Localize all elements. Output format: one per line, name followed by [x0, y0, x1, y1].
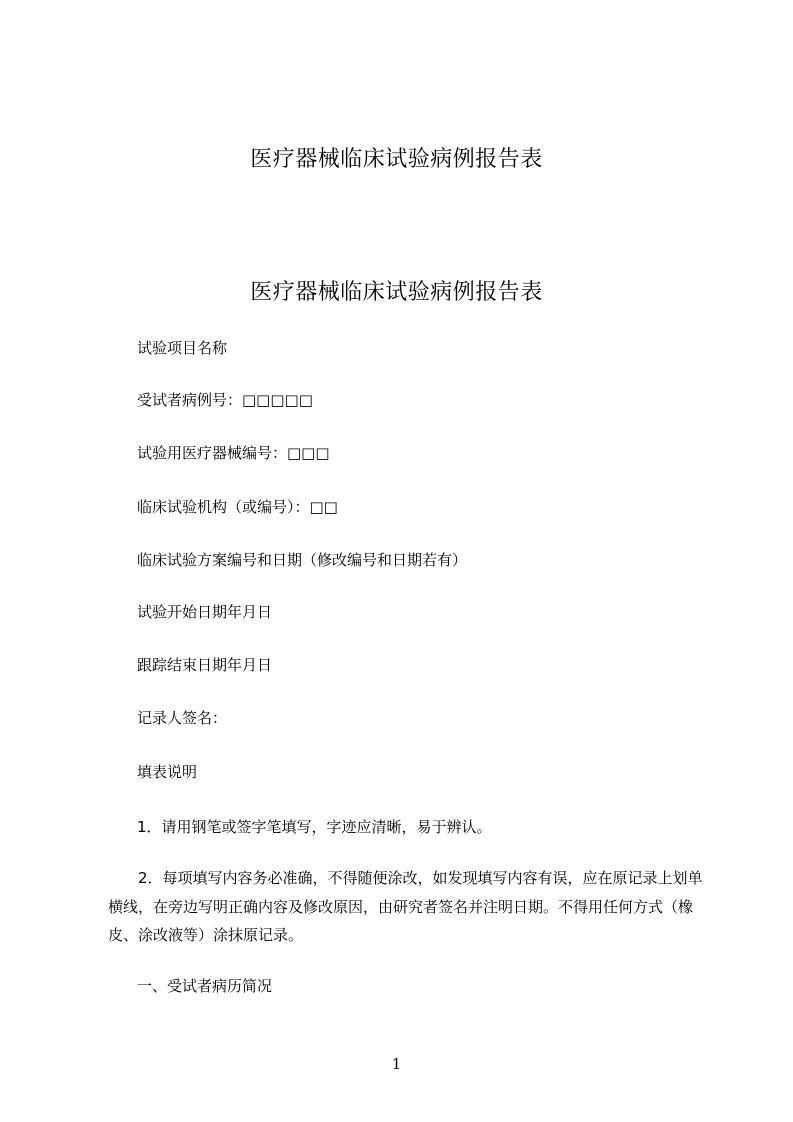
instruction-item-2: 2．每项填写内容务必准确，不得随便涂改，如发现填写内容有误，应在原记录上划单横线，在旁边写明正确内容及修改原因，由研究者签名并注明日期。不得用任何方式（橡皮、涂改液等）涂抹原记录。: [108, 869, 703, 944]
field-start-date: 试验开始日期年月日: [137, 603, 273, 621]
instruction-item-1: 1．请用钢笔或签字笔填写，字迹应清晰，易于辨认。: [137, 818, 492, 836]
instructions-heading: 填表说明: [137, 763, 198, 781]
field-protocol: 临床试验方案编号和日期（修改编号和日期若有）: [137, 551, 468, 569]
section-heading-medical-history: 一、受试者病历简况: [137, 977, 273, 995]
page-number: 1: [391, 1055, 402, 1073]
field-device-no: 试验用医疗器械编号：□□□: [137, 444, 330, 462]
cover-title: 医疗器械临床试验病例报告表: [250, 147, 543, 172]
document-title: 医疗器械临床试验病例报告表: [250, 280, 543, 305]
field-institution: 临床试验机构（或编号）：□□: [137, 498, 338, 516]
field-subject-case-no: 受试者病例号：□□□□□: [137, 391, 313, 409]
field-recorder-signature: 记录人签名：: [137, 709, 228, 727]
field-end-date: 跟踪结束日期年月日: [137, 656, 273, 674]
field-project-name: 试验项目名称: [137, 339, 228, 357]
